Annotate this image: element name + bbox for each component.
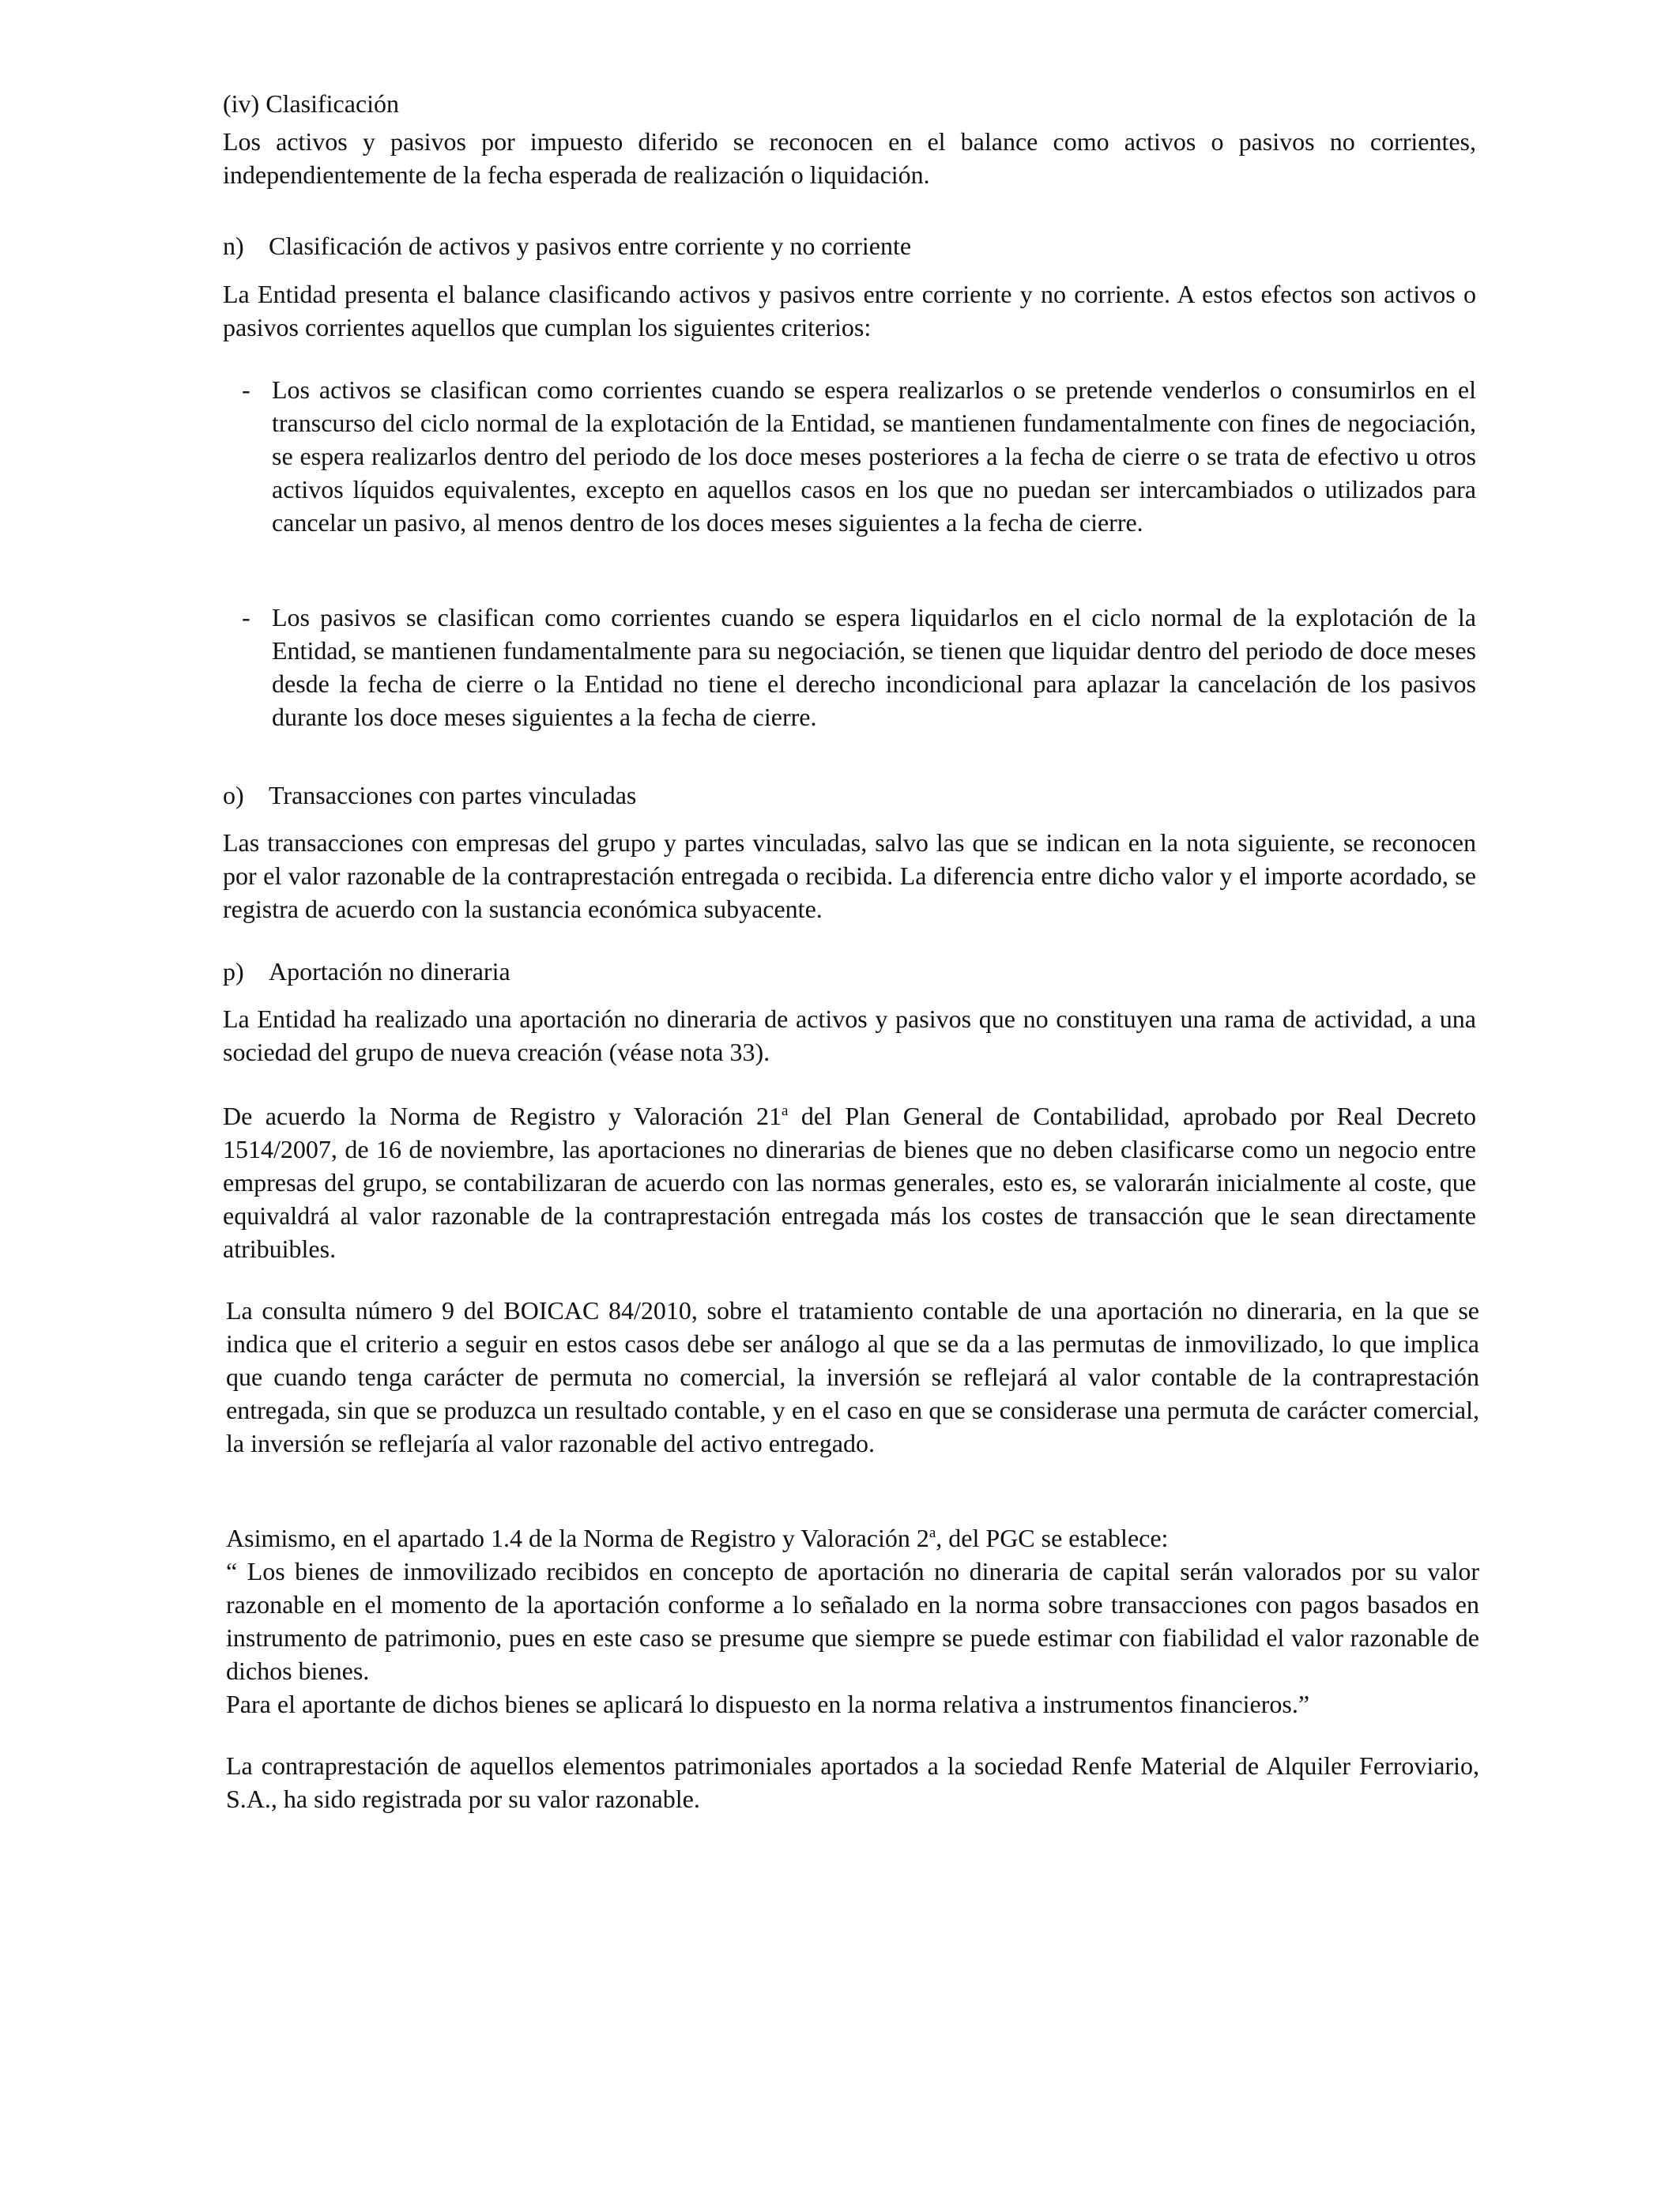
section-p-para1: La Entidad ha realizado una aportación no dineraria de activos y pasivos que no constituyen una rama de actividad, a una sociedad del grupo de nueva creación (véase nota 33). xyxy=(223,1005,1476,1066)
bullet-text: Los activos se clasifican como corrientes cuando se espera realizarlos o se pretende venderlos o consumirlos en el transcurso del ciclo normal de la explotación de la Entidad, se mantienen fundamentalmente con fines de negociación, se espera realizarlos dentro del periodo de los doce meses posteriores a la fecha de cierre o se trata de efectivo u otros activos líquidos equivalentes, excepto en aquellos casos en los que no puedan ser intercambiados o utilizados para cancelar un pasivo, al menos dentro de los doces meses siguientes a la fecha de cierre. xyxy=(272,375,1476,537)
bullet-item-pasivos xyxy=(242,601,1476,733)
section-p-para3: La consulta número 9 del BOICAC 84/2010, sobre el tratamiento contable de una aportación no dineraria, en la que se indica que el criterio a seguir en estos casos debe ser análogo al que se da a las permutas de inmovilizado, lo que implica que cuando tenga carácter de permuta no comercial, la inversión se reflejará al valor contable de la contraprestación entregada, sin que se produzca un resultado contable, y en el caso en que se considerase una permuta de carácter comercial, la inversión se reflejaría al valor razonable del activo entregado. xyxy=(226,1296,1479,1457)
section-iv-title: (iv) Clasificación xyxy=(223,89,400,118)
para4-superscript: a xyxy=(929,1525,936,1541)
quote-paragraph-2: Para el aportante de dichos bienes se aplicará lo dispuesto en la norma relativa a instrumentos financieros.” xyxy=(226,1690,1310,1718)
para4-text-b: , del PGC se establece: xyxy=(936,1524,1169,1552)
para4-text-a: Asimismo, en el apartado 1.4 de la Norma de Registro y Valoración 2 xyxy=(226,1524,929,1552)
section-n-intro: La Entidad presenta el balance clasificando activos y pasivos entre corriente y no corriente. A estos efectos son activos o pasivos corrientes aquellos que cumplan los siguientes criterios: xyxy=(223,280,1476,341)
section-n-marker: n) xyxy=(223,232,244,260)
section-o-title: Transacciones con partes vinculadas xyxy=(269,781,637,809)
para2-text-b: del Plan General de Contabilidad, aprobado por Real Decreto 1514/2007, de 16 de noviembre, las aportaciones no dinerarias de bienes que no deben clasificarse como un negocio entre empresas del grupo, se contabilizaran de acuerdo con las normas generales, esto es, se valorarán inicialmente al coste, que equivaldrá al valor razonable de la contraprestación entregada más los costes de transacción que le sean directamente atribuibles. xyxy=(223,1102,1476,1263)
section-p-para4 xyxy=(226,1521,1479,1555)
section-o-text: Las transacciones con empresas del grupo y partes vinculadas, salvo las que se indican en la nota siguiente, se reconocen por el valor razonable de la contraprestación entregada o recibida. La diferencia entre dicho valor y el importe acordado, se registra de acuerdo con la sustancia económica subyacente. xyxy=(223,828,1476,923)
section-p-heading xyxy=(223,955,510,988)
bullet-text: Los pasivos se clasifican como corrientes cuando se espera liquidarlos en el ciclo normal de la explotación de la Entidad, se mantienen fundamentalmente para su negociación, se tienen que liquidar dentro del periodo de doce meses desde la fecha de cierre o la Entidad no tiene el derecho incondicional para aplazar la cancelación de los pasivos durante los doce meses siguientes a la fecha de cierre. xyxy=(272,603,1476,731)
para2-superscript: a xyxy=(781,1103,789,1119)
quote-paragraph-1: “ Los bienes de inmovilizado recibidos en concepto de aportación no dineraria de capital serán valorados por su valor razonable en el momento de la aportación conforme a lo señalado en la norma sobre transacciones con pagos basados en instrumento de patrimonio, pues en este caso se presume que siempre se puede estimar con fiabilidad el valor razonable de dichos bienes. xyxy=(226,1557,1479,1685)
section-n-heading xyxy=(223,229,911,262)
section-iv-text: Los activos y pasivos por impuesto diferido se reconocen en el balance como activos o pasivos no corrientes, independientemente de la fecha esperada de realización o liquidación. xyxy=(223,127,1476,189)
section-p-marker: p) xyxy=(223,957,244,986)
section-o-heading xyxy=(223,778,636,812)
section-o-marker: o) xyxy=(223,781,244,809)
section-p-para2 xyxy=(223,1099,1476,1265)
section-p-quote-block xyxy=(226,1521,1479,1721)
section-n-title: Clasificación de activos y pasivos entre corriente y no corriente xyxy=(269,232,912,260)
section-p-title: Aportación no dineraria xyxy=(269,957,510,986)
bullet-dash: - xyxy=(242,375,250,404)
bullet-dash: - xyxy=(242,603,250,631)
section-p-para5: La contraprestación de aquellos elementos patrimoniales aportados a la sociedad Renfe Material de Alquiler Ferroviario, S.A., ha sido registrada por su valor razonable. xyxy=(226,1751,1479,1813)
para2-text-a: De acuerdo la Norma de Registro y Valoración 21 xyxy=(223,1102,782,1130)
bullet-item-activos xyxy=(242,373,1476,539)
